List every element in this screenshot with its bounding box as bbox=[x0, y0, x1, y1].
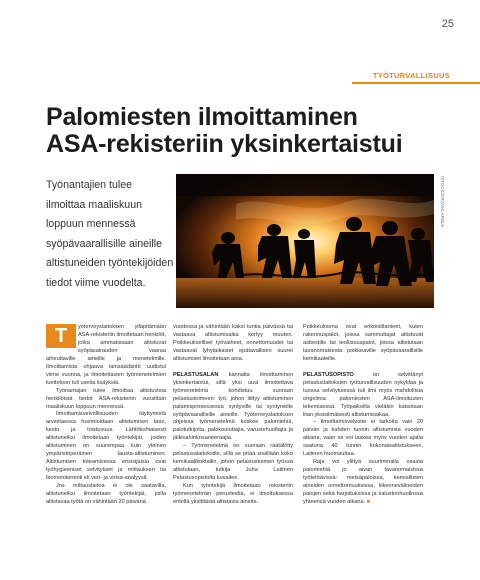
headline-line-1: Palomiesten ilmoittaminen bbox=[46, 103, 358, 131]
body-text: yöterveyslaitoksen ylläpitämään ASA-rekisteriin ilmoitetaan henkilöt, jotka ammatissaan altistuvat syöpäsairauden vaaraa aiheuttaville aineille ja menetelmille. Ilmoittamista ohjaava lainsäädäntö uudistui viime vuonna, ja ilmoitettavien työmenetelmien luetteloon tuli useita lisäyksiä. bbox=[46, 324, 166, 386]
section-label: TYÖTURVALLISUUS bbox=[372, 71, 450, 80]
body-paragraph: Työnantajan tulee ilmoittaa altistuvista henkilöistä tiedot ASA-rekisteriin vuosittain maaliskuun loppuun mennessä. bbox=[46, 387, 166, 410]
body-paragraph: – Työmenetelmä on suoraan räätälöity pelastusalaitoksille, sillä se pitää sisällään koko kemikaalikoktailin, johon pelastustoimen työssä altistutaan, tutkija Juha Laitinen Pelastusopistolta kuvailee. bbox=[173, 443, 293, 482]
lead-paragraph: Työnantajien tulee ilmoittaa maaliskuun loppuun mennessä syöpävaarallisille aineille altistuneiden työntekijöiden tiedot viime vuodelta. bbox=[46, 179, 174, 289]
body-text: Raja voi ylittyä suurimmalla osasta palomiehiä jo aivan tavanomaisissa työtehtävissä: metsäpaloissa, kemiallisten aineiden onnettomuuksissa, liikennevälineiden palojen sekä harjoituksissa ja kalustonhuollossa yhteensä vuoden aikana. bbox=[303, 459, 423, 506]
body-column-3 bbox=[303, 324, 423, 507]
body-paragraph: – Ilmoittamisvelvoite ei tarkoita vain 20 päivän ja kahden tunnin altistumista vuoden aikana, vaan se voi laskea myös vuoden ajalta saatuna 40 tunnin kokonaisaltistukseen, Laitinen huomauttaa. bbox=[303, 419, 423, 458]
dropcap: T bbox=[46, 324, 76, 348]
body-paragraph: vuodessa ja vähintään kaksi tuntia päivässä tai vastaava altistumisaika kertyy muuten. Poikkeuksellisel työvaiheet, onnettomuudet tai vastaavat lyhytaikaiset epätavallisen suuret altistumiset ilmoitetaan aina. bbox=[173, 324, 293, 362]
firefighters-photo-graphic bbox=[176, 174, 434, 308]
body-paragraph bbox=[46, 324, 166, 388]
headline-line-2: ASA-rekisteriin yksinkertaistui bbox=[46, 130, 403, 158]
photo-credit: ISTOCK/GROVKLARBLE bbox=[440, 176, 445, 228]
body-text: on selvittänyt pelastuslaitoksien työturvallisuuden nykytilaa ja tuossa selvityksessä tuli ilmi myös mahdollisia ongelmia palomiesten ASA-ilmoitusten tekemisessä. Työpaikoilla vieläkin katsotaan liian yksisilmäisesti altistumisaikaa. bbox=[303, 371, 423, 418]
headline bbox=[46, 104, 446, 158]
section-rule bbox=[352, 82, 480, 84]
firefighters-photo bbox=[176, 174, 434, 308]
body-paragraph: Poikkeuksena ovat erikoistilanteet, kuten rakennuspalot, joissa sammuttajat altistuvat asbestille tai teollisuuspalot, joissa altistutaan tavanomaisesta poikkeaville syöpävaarallisille kemikaaleille. bbox=[303, 324, 423, 362]
body-paragraph bbox=[303, 372, 423, 420]
end-mark-icon: ■ bbox=[366, 499, 371, 506]
body-paragraph bbox=[303, 459, 423, 507]
paragraph-gap bbox=[303, 364, 423, 372]
paragraph-gap bbox=[173, 364, 293, 372]
body-column-2 bbox=[173, 324, 293, 507]
body-paragraph: Jos mittaustietoa ei ole saatavilla, altistuneiksi ilmoitetaan työntekijät, joilla altistavaa työtä on vähintään 20 päivänä bbox=[46, 483, 166, 505]
body-paragraph: Kun työntekijä ilmoitetaan rekisteriin työmenetelmän perusteella, ei ilmoituksessa eritellä yksittäisiä altistavia aineita. bbox=[173, 483, 293, 506]
subhead-lead-in: PELASTUSOPISTO bbox=[303, 371, 354, 378]
page-number: 25 bbox=[441, 18, 454, 30]
body-column-1 bbox=[46, 324, 166, 507]
body-paragraph: Ilmoittamisvelvollisuuden täyttymistä arvioitaessa huomioidaan altistumisen taso, kesto ja toistuvuus. Lähtökohtaisesti altistuneiksi ilmoitetaan työntekijät, joiden altistuminen on suurempaa kuin yleinen ympäristöperäinen tausta-altistuminen. Altistumisen toteamisessa ensisijaisia ovat työhygieeniset selvitykset ja mittauksen tai biomonitorointi eli veri- ja virtsa-analyysit. bbox=[46, 411, 166, 482]
body-text: kannalta ilmoittaminen yksinkertaistui, sillä yksi uusi ilmoitettava työmenetelmä kohdistuu suoraan pelastustoimeen: työ, johon liittyy altistuminen palamisprosessessa syntyville tai syntyneille syöpävaarallisille aineille. Työterveyslaitoksen ohjeissa työmenetelmä koskee palomiehiä, palotutkijoita, palokouluttajia, varustehuoltajia ja jälkivahinkosaneeraajia. bbox=[173, 371, 293, 442]
subhead-lead-in: PELASTUSALAN bbox=[173, 371, 219, 378]
body-paragraph bbox=[173, 372, 293, 444]
